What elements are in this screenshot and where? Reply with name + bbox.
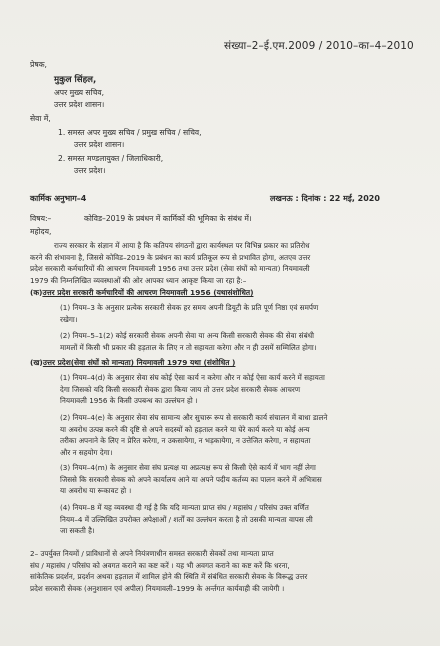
section-b-heading bbox=[30, 358, 235, 368]
section-b-prefix: (ख) bbox=[30, 358, 43, 367]
section-a-rule-2 bbox=[30, 330, 317, 353]
intro-line: राज्य सरकार के संज्ञान में आया है कि कतिपय संगठनों द्वारा कार्यस्थल पर विभिन्न प्रकार का प्रतिरोध bbox=[54, 241, 310, 250]
para2-line: संघ / महासंघ / परिसंघ को अवगत कराने का कष्ट करें । यह भी अवगत कराने का कष्ट करें कि धरना, bbox=[30, 560, 290, 570]
intro-line: करने की संभावना है, जिससे कोविड–2019 के प्रबंधन का कार्य प्रतिकूल रूप से प्रभावित होगा, अतएव उत्तर bbox=[30, 252, 311, 262]
sender-office: उत्तर प्रदेश शासन। bbox=[54, 100, 105, 109]
rule-line: (2) नियम–5–1(2) कोई सरकारी सेवक अपनी सेवा या अन्य किसी सरकारी सेवक की सेवा संबंधी bbox=[60, 331, 315, 340]
para2-line: सांकेतिक प्रदर्शन, प्रदर्शन अथवा हड़ताल में शामिल होने की स्थिति में संबंधित सरकारी सेवक के विरूद्ध उत्तर bbox=[30, 572, 308, 582]
intro-paragraph bbox=[30, 240, 310, 286]
intro-line: 1979 की निम्नलिखित व्यवस्थाओं की ओर आपका ध्यान आकृष्ट किया जा रहा है:– bbox=[30, 275, 247, 285]
rule-line: रखेगा। bbox=[60, 314, 78, 324]
rule-line: (1) नियम–4(d) के अनुसार सेवा संघ कोई ऐसा कार्य न करेगा और न कोई ऐसा कार्य करने में सहायता bbox=[60, 373, 325, 382]
rule-line: देगा जिसको यदि किसी सरकारी सेवक द्वारा किया जाय तो उत्तर प्रदेश सरकारी सेवक आचरण bbox=[60, 384, 301, 394]
reference-number: संख्या–2–ई.एम.2009 / 2010–का–4–2010 bbox=[224, 40, 414, 52]
para2-line: 2– उपर्युक्त नियमों / प्राविधानों से अपने नियंत्रणाधीन समस्त सरकारी सेवकों तथा मान्यता प्राप्त bbox=[30, 549, 274, 558]
rule-line: या अवरोध उत्पन्न करने की दृष्टि से अपने सदस्यों को हड़ताल करने या घेरे कार्य करने या कोई अन्य bbox=[60, 424, 310, 434]
rule-line: जिससे कि सरकारी सेवक को अपने कार्यालय आने या अपने पदीय कर्तव्य का पालन करने में अभित्रास bbox=[60, 474, 322, 484]
section-a-title: उत्तर प्रदेश सरकारी कर्मचारियों की आचरण नियमावली 1956 (यथासंशोधित) bbox=[42, 288, 254, 297]
section-a-rule-1 bbox=[30, 302, 318, 325]
rule-line: जा सकती है। bbox=[60, 526, 95, 536]
salutation: महोदय, bbox=[30, 227, 52, 236]
intro-line: प्रदेश सरकारी कर्मचारियों की आचरण नियमावली 1956 तथा उत्तर प्रदेश (सेवा संघों को मान्यता) नियमावली bbox=[30, 264, 310, 274]
recipient-1-line1: 1. समस्त अपर मुख्य सचिव / प्रमुख सचिव / सचिव, bbox=[58, 128, 202, 137]
rule-line: (1) नियम–3 के अनुसार प्रत्येक सरकारी सेवक हर समय अपनी डियूटी के प्रति पूर्ण निष्ठा एवं समर्पण bbox=[60, 303, 319, 312]
rule-line: (4) नियम–8 में यह व्यवस्था दी गई है कि यदि मान्यता प्राप्त संघ / महासंघ / परिसंघ उक्त वर्णित bbox=[60, 503, 309, 512]
place-date: लखनऊ : दिनांक : 22 मई, 2020 bbox=[270, 194, 380, 203]
rule-line: नियम–4 में उल्लिखित उपरोक्त अपेक्षाओं / शर्तों का उल्लंघन करता है तो उसकी मान्यता वापस ली bbox=[60, 514, 313, 524]
rule-line: (3) नियम–4(m) के अनुसार सेवा संघ प्रत्यक्ष या अप्रत्यक्ष रूप से किसी ऐसे कार्य में भाग नहीं लेगा bbox=[60, 463, 316, 472]
rule-line: और न सहयोग देगा। bbox=[60, 447, 113, 457]
recipients-label: सेवा में, bbox=[30, 114, 51, 123]
sender-name: मुकुल सिंहल, bbox=[54, 75, 97, 85]
subject-text: कोविड–2019 के प्रबंधन में कार्मिकों की भूमिका के संबंध में। bbox=[84, 214, 252, 223]
rule-line: या अवरोध या रूकावट हो । bbox=[60, 486, 132, 496]
rule-line: मामलों में किसी भी प्रकार की हड़ताल के लिए न तो सहायता करेगा और न ही उसमें सम्मिलित होगा। bbox=[60, 342, 317, 352]
recipient-2-line2: उत्तर प्रदेश। bbox=[74, 166, 106, 175]
section-a-heading bbox=[30, 288, 253, 298]
section-b-rule-1 bbox=[30, 372, 325, 407]
paragraph-2 bbox=[30, 548, 307, 594]
section-b-rule-2 bbox=[30, 412, 327, 458]
recipient-1-line2: उत्तर प्रदेश शासन। bbox=[74, 140, 125, 149]
subject-label: विषय:– bbox=[30, 214, 52, 223]
sender-label: प्रेषक, bbox=[30, 60, 47, 69]
rule-line: तरीका अपनाने के लिए न प्रेरित करेगा, न उकसायेगा, न भड़कायेगा, न उत्तेजित करेगा, न सहायता bbox=[60, 436, 311, 446]
department: कार्मिक अनुभाग–4 bbox=[30, 194, 87, 203]
recipient-2-line1: 2. समस्त मण्डलायुक्त / जिलाधिकारी, bbox=[58, 154, 164, 163]
section-a-prefix: (क) bbox=[30, 288, 43, 297]
rule-line: नियमावली 1956 के किसी उपबन्ध का उल्लंघन हो । bbox=[60, 396, 198, 406]
sender-designation: अपर मुख्य सचिव, bbox=[54, 88, 104, 97]
section-b-rule-3 bbox=[30, 462, 322, 497]
rule-line: (2) नियम–4(e) के अनुसार सेवा संघ सामान्य और सुचारू रूप से सरकारी कार्य संचालन में बाधा डालने bbox=[60, 413, 328, 422]
para2-line: प्रदेश सरकारी सेवक (अनुशासन एवं अपील) नियमावली–1999 के अर्न्तगत कार्यवाही की जायेगी । bbox=[30, 583, 285, 593]
section-b-rule-4 bbox=[30, 502, 313, 537]
section-b-title: उत्तर प्रदेश(सेवा संघों को मान्यता) नियमावली 1979 यथा (संशोधित ) bbox=[42, 358, 236, 367]
